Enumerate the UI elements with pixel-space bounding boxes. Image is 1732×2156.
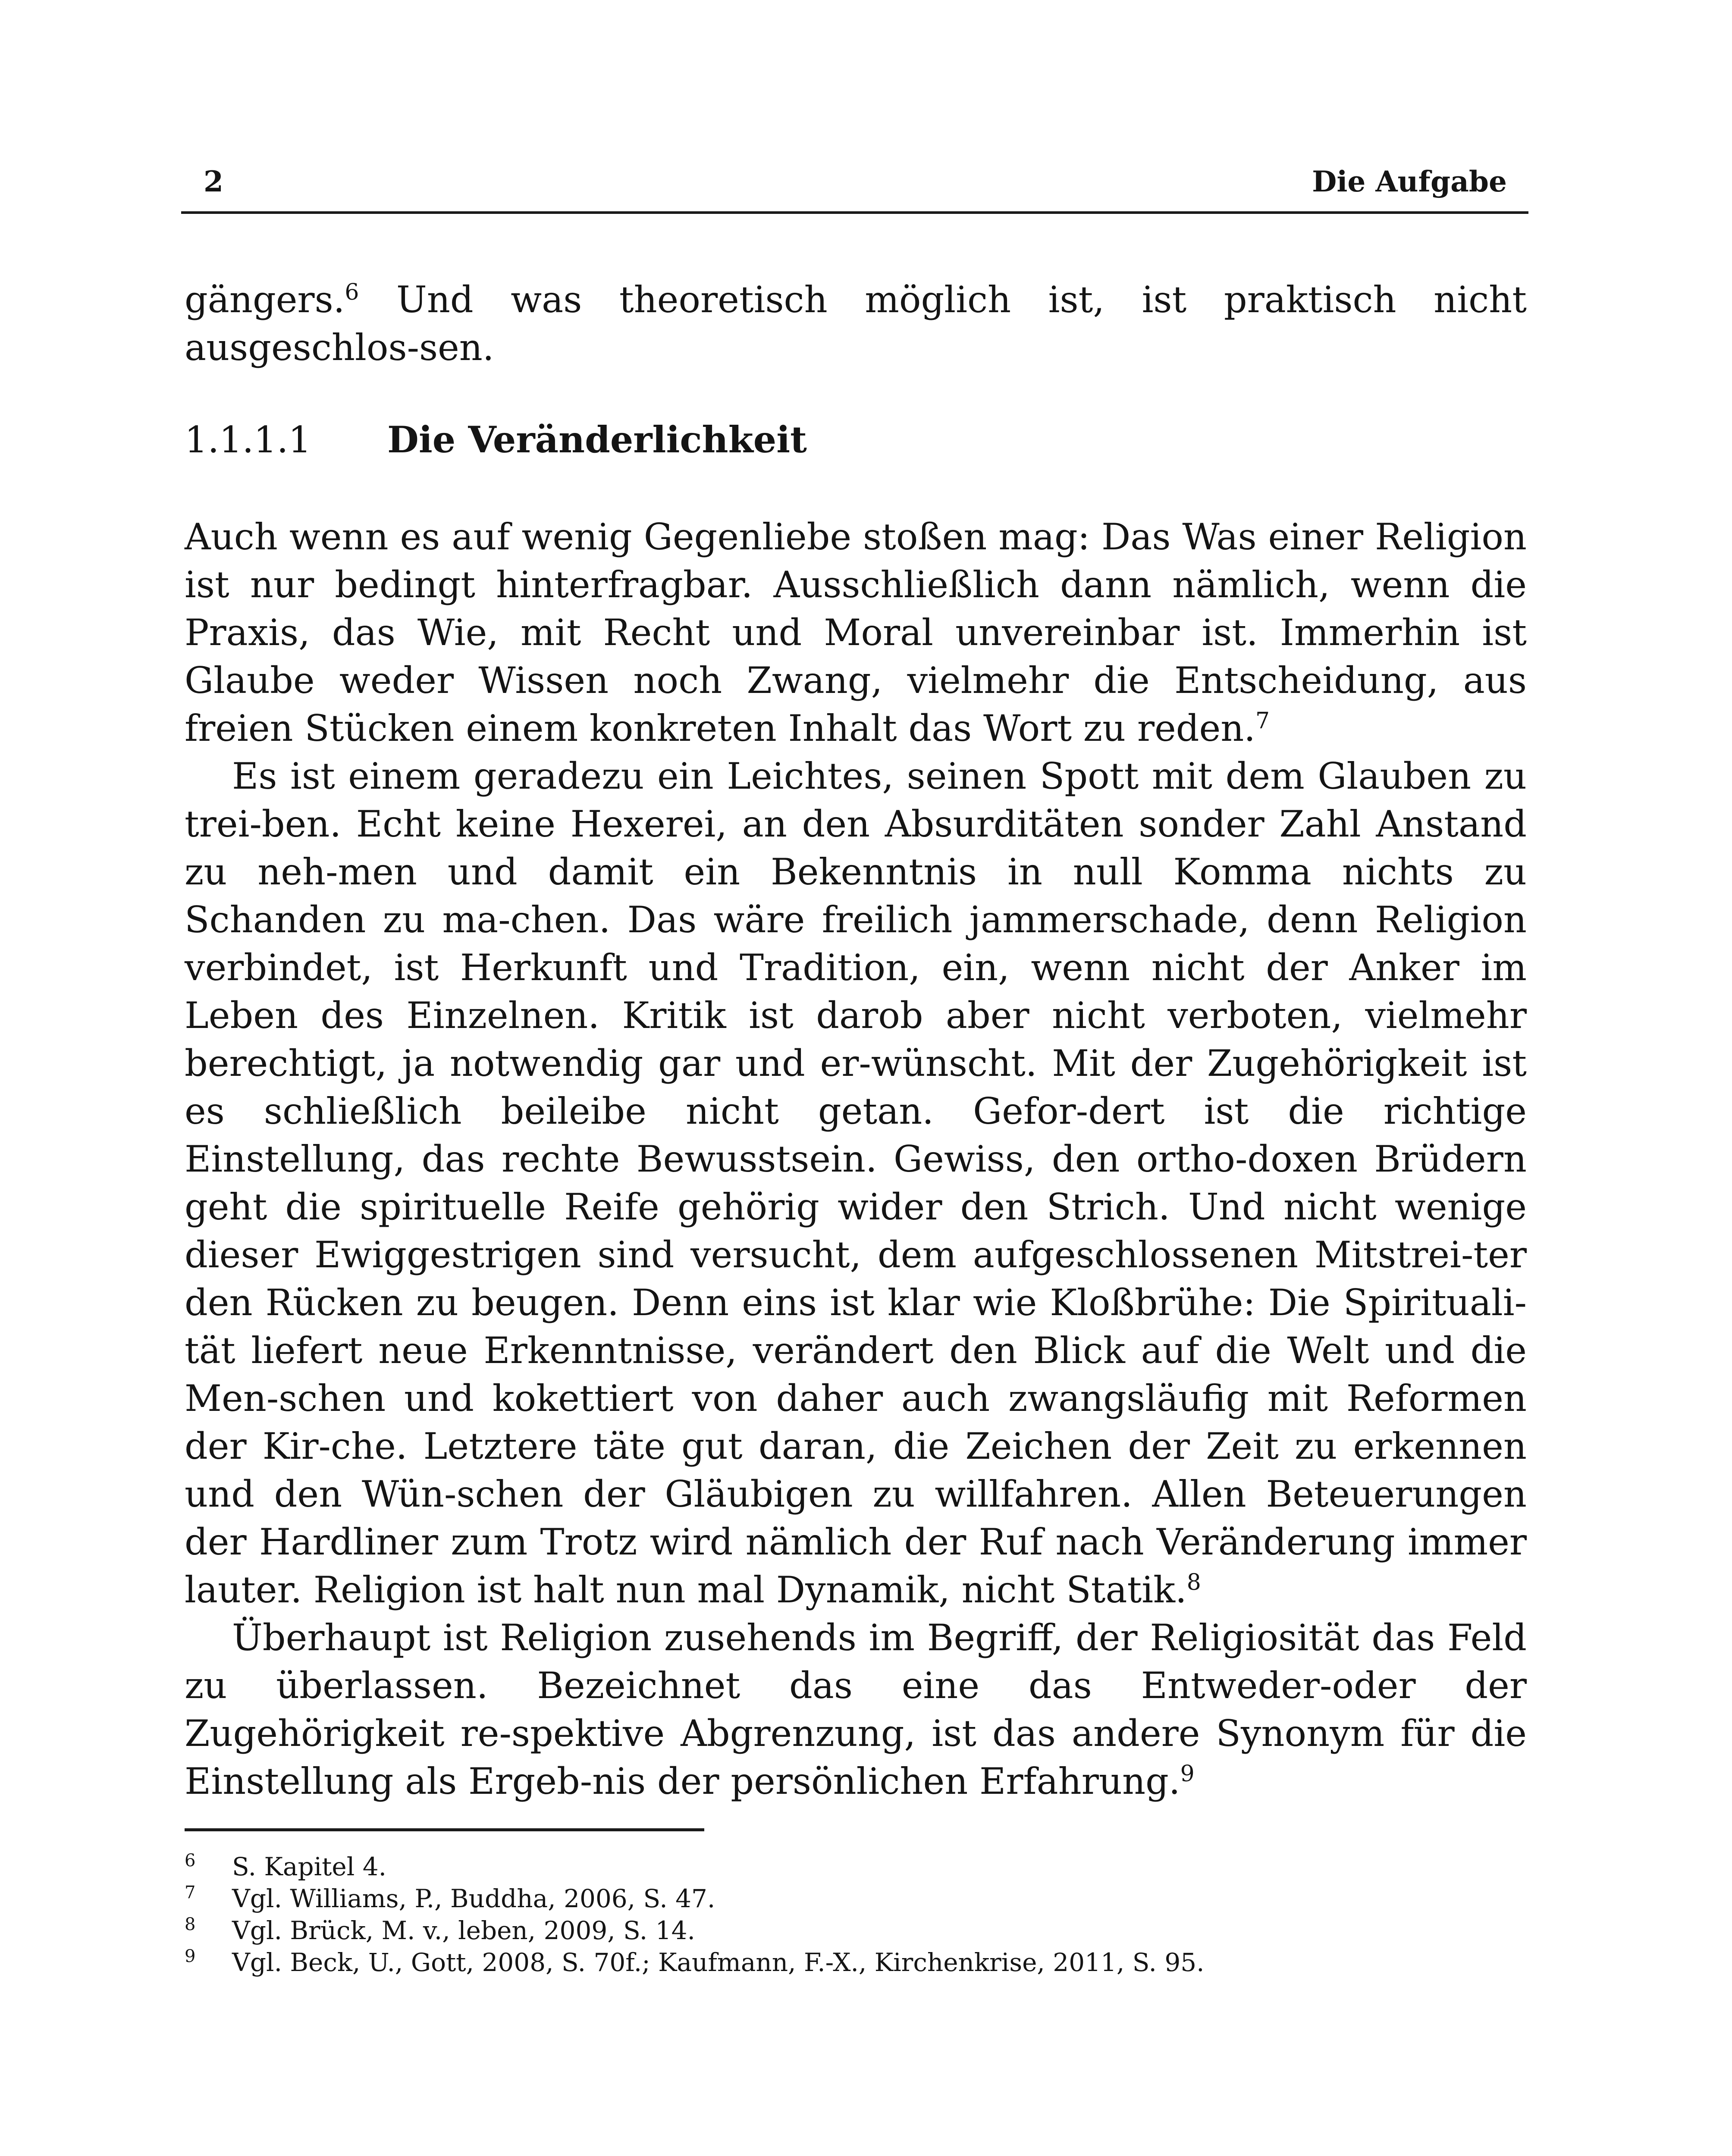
footnote-ref: 7	[1255, 708, 1270, 734]
body-paragraph	[185, 752, 1527, 1614]
footnote-mark: 8	[185, 1915, 196, 1934]
paragraph-text: Es ist einem geradezu ein Leichtes, seinen Spott mit dem Glauben zu trei-ben. Echt keine Hexerei, an den Absurditäten sonder Zahl Anstand zu neh-men und damit ein Bekenntnis in null Komma nichts zu Schanden zu ma-chen. Das wäre freilich jammerschade, denn Religion verbindet, ist Herkunft und Tradition, ein, wenn nicht der Anker im Leben des Einzelnen. Kritik ist darob aber nicht verboten, vielmehr berechtigt, ja notwendig gar und er-wünscht. Mit der Zugehörigkeit ist es schließlich beileibe nicht getan. Gefor-dert ist die richtige Einstellung, das rechte Bewusstsein. Gewiss, den ortho-doxen Brüdern geht die spirituelle Reife gehörig wider den Strich. Und nicht wenige dieser Ewiggestrigen sind versucht, dem aufgeschlossenen Mitstrei-ter den Rücken zu beugen. Denn eins ist klar wie Kloßbrühe: Die Spirituali-tät liefert neue Erkenntnisse, verändert den Blick auf die Welt und die Men-schen und kokettiert von daher auch zwangsläufig mit Reformen der Kir-che. Letztere täte gut daran, die Zeichen der Zeit zu erkennen und den Wün-schen der Gläubigen zu willfahren. Allen Beteuerungen der Hardliner zum Trotz wird nämlich der Ruf nach Veränderung immer lauter. Religion ist halt nun mal Dynamik, nicht Statik.	[185, 755, 1527, 1611]
carryover-text-start: gängers.	[185, 279, 345, 321]
running-title: Die Aufgabe	[1312, 165, 1507, 198]
section-title: Die Veränderlichkeit	[387, 418, 807, 461]
footnote-item	[185, 1851, 1527, 1883]
footnote-ref: 9	[1180, 1761, 1195, 1787]
footnote-mark: 7	[185, 1883, 196, 1902]
body-text	[185, 513, 1527, 1805]
footnote-text: Vgl. Beck, U., Gott, 2008, S. 70f.; Kaufmann, F.-X., Kirchenkrise, 2011, S. 95.	[232, 1948, 1205, 1977]
body-paragraph	[185, 1614, 1527, 1805]
section-heading	[185, 418, 807, 461]
page-number: 2	[204, 165, 223, 198]
footnote-ref: 6	[345, 279, 359, 305]
footnote-text: S. Kapitel 4.	[232, 1852, 387, 1881]
footnote-rule	[185, 1828, 704, 1831]
footnote-ref: 8	[1186, 1570, 1201, 1595]
footnote-mark: 6	[185, 1851, 196, 1871]
footnote-text: Vgl. Brück, M. v., leben, 2009, S. 14.	[232, 1916, 695, 1945]
footnote-item	[185, 1883, 1527, 1915]
paragraph-text: Auch wenn es auf wenig Gegenliebe stoßen mag: Das Was einer Religion ist nur bedingt hinterfragbar. Ausschließlich dann nämlich, wenn die Praxis, das Wie, mit Recht und Moral unvereinbar ist. Immerhin ist Glaube weder Wissen noch Zwang, vielmehr die Entscheidung, aus freien Stücken einem konkreten Inhalt das Wort zu reden.	[185, 516, 1527, 749]
section-number: 1.1.1.1	[185, 419, 311, 461]
paragraph-text: Überhaupt ist Religion zusehends im Begriff, der Religiosität das Feld zu überlassen. Bezeichnet das eine das Entweder-oder der Zugehörigkeit re-spektive Abgrenzung, ist das andere Synonym für die Einstellung als Ergeb-nis der persönlichen Erfahrung.	[185, 1617, 1527, 1802]
footnote-item	[185, 1915, 1527, 1946]
body-paragraph	[185, 513, 1527, 752]
running-header	[181, 160, 1528, 214]
footnote-text: Vgl. Williams, P., Buddha, 2006, S. 47.	[232, 1884, 715, 1913]
footnote-mark: 9	[185, 1946, 196, 1966]
footnotes	[185, 1851, 1527, 1978]
carryover-paragraph	[185, 276, 1527, 372]
carryover-text-end: Und was theoretisch möglich ist, ist praktisch nicht ausgeschlos-sen.	[185, 279, 1527, 369]
footnote-item	[185, 1946, 1527, 1978]
